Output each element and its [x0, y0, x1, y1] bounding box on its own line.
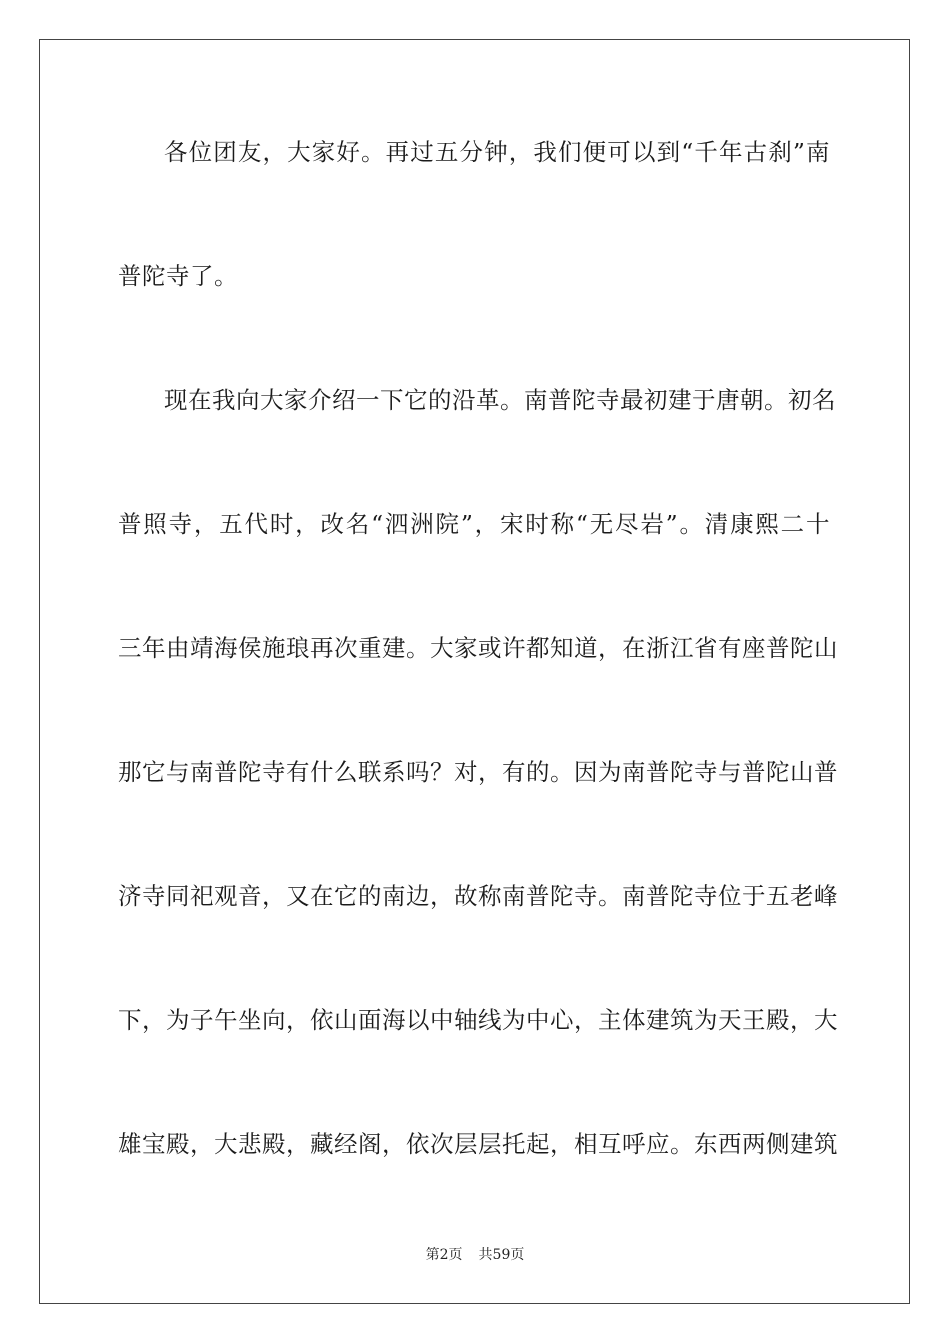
- page-number: 第2页: [425, 1247, 463, 1263]
- paragraph-2-line-2: 普照寺，五代时，改名“泗洲院”，宋时称“无尽岩”。清康熙二十: [118, 510, 830, 538]
- paragraph-2-line-6: 下，为子午坐向，依山面海以中轴线为中心，主体建筑为天王殿，大: [118, 1006, 838, 1034]
- page-total: 共59页: [478, 1247, 525, 1263]
- paragraph-2-line-5: 济寺同祀观音，又在它的南边，故称南普陀寺。南普陀寺位于五老峰: [118, 882, 838, 910]
- page-border: [39, 39, 910, 1304]
- paragraph-2-line-4: 那它与南普陀寺有什么联系吗？对，有的。因为南普陀寺与普陀山普: [118, 758, 838, 786]
- paragraph-1-line-2: 普陀寺了。: [118, 262, 238, 290]
- paragraph-2-line-1: 现在我向大家介绍一下它的沿革。南普陀寺最初建于唐朝。初名: [164, 386, 836, 414]
- paragraph-1-line-1: 各位团友，大家好。再过五分钟，我们便可以到“千年古刹”南: [164, 138, 830, 166]
- paragraph-2-line-7: 雄宝殿，大悲殿，藏经阁，依次层层托起，相互呼应。东西两侧建筑: [118, 1130, 838, 1158]
- paragraph-2-line-3: 三年由靖海侯施琅再次重建。大家或许都知道，在浙江省有座普陀山: [118, 634, 838, 662]
- page-footer: [0, 1246, 950, 1264]
